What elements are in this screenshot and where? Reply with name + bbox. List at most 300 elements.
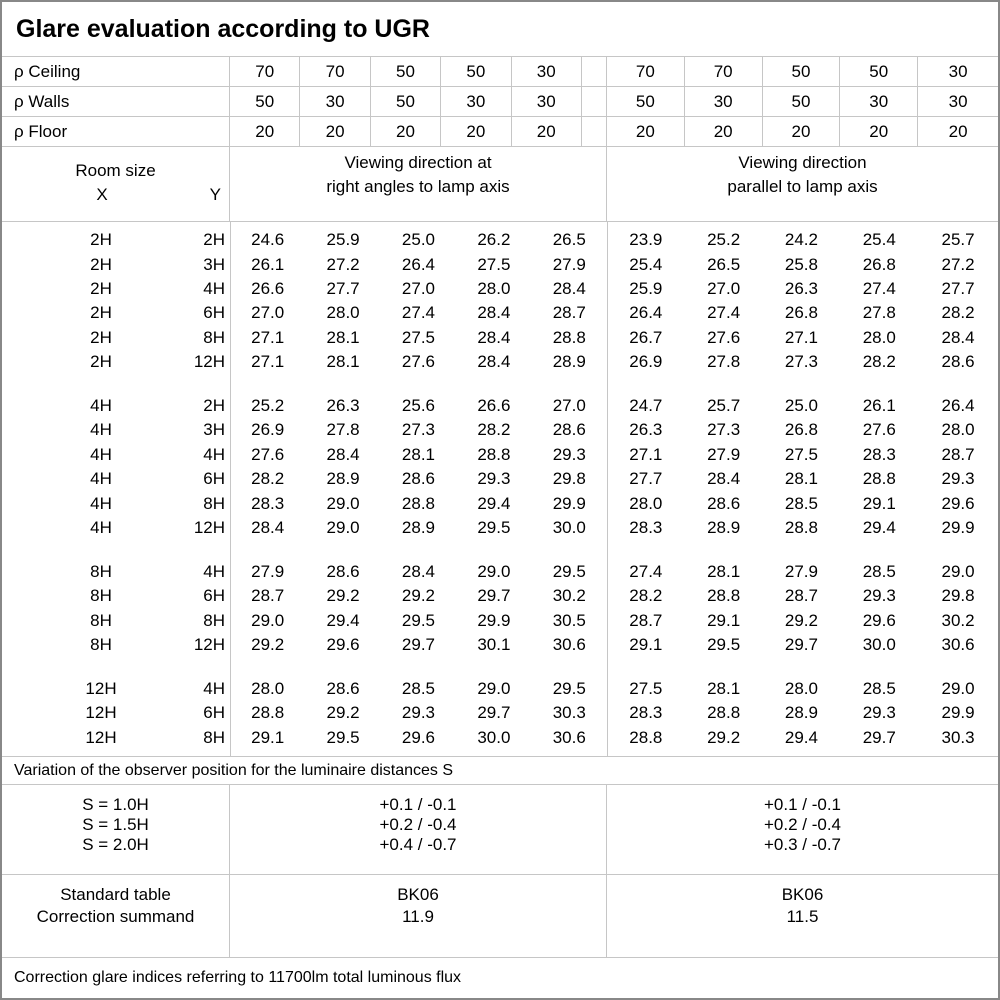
ugr-value-crosswise: 28.8 bbox=[251, 703, 285, 723]
ugr-value-parallel: 26.1 bbox=[862, 396, 896, 416]
room-size-y: 8H bbox=[203, 493, 225, 513]
reflectance-label: ρ Floor bbox=[2, 117, 230, 146]
ugr-value-parallel: 23.9 bbox=[629, 230, 663, 250]
ugr-value-parallel: 25.9 bbox=[629, 278, 663, 298]
ugr-row bbox=[2, 252, 998, 276]
reflectance-value: 50 bbox=[763, 57, 841, 86]
room-size-y: 2H bbox=[203, 396, 225, 416]
room-size-y: 2H bbox=[203, 230, 225, 250]
ugr-value-parallel: 28.2 bbox=[862, 352, 896, 372]
ugr-value-parallel: 27.8 bbox=[862, 303, 896, 323]
ugr-value-crosswise: 26.2 bbox=[477, 230, 511, 250]
ugr-value-parallel: 28.2 bbox=[941, 303, 975, 323]
ugr-value-crosswise: 28.6 bbox=[326, 678, 360, 698]
ugr-value-crosswise: 27.9 bbox=[552, 254, 586, 274]
ugr-values-region bbox=[2, 222, 998, 757]
ugr-value-crosswise: 26.9 bbox=[251, 420, 285, 440]
ugr-value-parallel: 28.1 bbox=[784, 469, 818, 489]
ugr-value-crosswise: 30.0 bbox=[552, 517, 586, 537]
standard-table-labels-cell bbox=[2, 875, 230, 957]
ugr-value-crosswise: 29.0 bbox=[326, 493, 360, 513]
ugr-row bbox=[2, 491, 998, 515]
ugr-value-parallel: 27.7 bbox=[629, 469, 663, 489]
standard-parallel-value: BK06 bbox=[781, 885, 824, 904]
s-distance-label: S = 1.5H bbox=[82, 815, 149, 834]
ugr-value-crosswise: 30.6 bbox=[552, 635, 586, 655]
ugr-value-parallel: 27.1 bbox=[629, 444, 663, 464]
ugr-value-crosswise: 28.4 bbox=[326, 444, 360, 464]
room-size-y: 6H bbox=[203, 303, 225, 323]
column-spacer bbox=[582, 87, 607, 116]
ugr-value-parallel: 30.2 bbox=[941, 610, 975, 630]
ugr-value-parallel: 28.3 bbox=[629, 703, 663, 723]
ugr-value-parallel: 25.8 bbox=[784, 254, 818, 274]
reflectance-value: 50 bbox=[763, 87, 841, 116]
ugr-value-crosswise: 29.5 bbox=[401, 610, 436, 630]
ugr-value-parallel: 28.7 bbox=[784, 586, 818, 606]
ugr-value-parallel: 28.8 bbox=[707, 703, 741, 723]
s-variation-crosswise-value: +0.1 / -0.1 bbox=[379, 795, 457, 814]
room-size-x: 2H bbox=[90, 327, 112, 347]
ugr-value-crosswise: 29.2 bbox=[326, 586, 360, 606]
ugr-value-crosswise: 27.5 bbox=[477, 254, 511, 274]
room-size-header-cell bbox=[2, 147, 230, 221]
s-distance-label: S = 2.0H bbox=[82, 835, 149, 854]
ugr-value-parallel: 28.8 bbox=[862, 469, 896, 489]
ugr-value-parallel: 28.7 bbox=[629, 610, 663, 630]
reflectance-value: 50 bbox=[607, 87, 685, 116]
ugr-value-crosswise: 29.8 bbox=[552, 469, 586, 489]
luminous-flux-note: Correction glare indices referring to 11700lm total luminous flux bbox=[14, 969, 462, 986]
room-size-y: 8H bbox=[203, 727, 225, 747]
ugr-value-crosswise: 30.3 bbox=[552, 703, 586, 723]
ugr-value-crosswise: 27.7 bbox=[326, 278, 360, 298]
ugr-value-crosswise: 29.1 bbox=[251, 727, 285, 747]
room-size-y: 12H bbox=[193, 517, 225, 537]
room-size-x: 4H bbox=[90, 396, 112, 416]
s-variation-crosswise-value: +0.4 / -0.7 bbox=[379, 835, 457, 854]
ugr-value-parallel: 29.6 bbox=[862, 610, 896, 630]
ugr-row bbox=[2, 608, 998, 632]
ugr-value-crosswise: 28.2 bbox=[477, 420, 511, 440]
column-spacer bbox=[582, 57, 607, 86]
ugr-value-parallel: 25.4 bbox=[862, 230, 896, 250]
ugr-value-crosswise: 28.6 bbox=[401, 469, 436, 489]
ugr-value-crosswise: 28.9 bbox=[401, 517, 436, 537]
ugr-value-crosswise: 30.1 bbox=[477, 635, 511, 655]
reflectance-value: 20 bbox=[371, 117, 441, 146]
ugr-value-crosswise: 28.6 bbox=[552, 420, 586, 440]
ugr-value-parallel: 26.8 bbox=[784, 420, 818, 440]
ugr-value-crosswise: 29.2 bbox=[326, 703, 360, 723]
ugr-value-crosswise: 29.0 bbox=[251, 610, 285, 630]
ugr-row bbox=[2, 326, 998, 350]
ugr-value-parallel: 26.3 bbox=[784, 278, 818, 298]
ugr-value-parallel: 25.0 bbox=[784, 396, 818, 416]
ugr-value-parallel: 27.4 bbox=[629, 561, 663, 581]
reflectance-value: 20 bbox=[763, 117, 841, 146]
ugr-row bbox=[2, 301, 998, 325]
room-size-y: 6H bbox=[203, 586, 225, 606]
ugr-value-parallel: 29.8 bbox=[941, 586, 975, 606]
room-size-x: 8H bbox=[90, 586, 112, 606]
reflectance-value: 50 bbox=[371, 57, 441, 86]
reflectance-row bbox=[2, 117, 998, 147]
reflectance-value: 20 bbox=[948, 121, 968, 141]
ugr-value-parallel: 28.3 bbox=[862, 444, 896, 464]
ugr-value-parallel: 27.9 bbox=[707, 444, 741, 464]
s-variation-parallel-value: +0.3 / -0.7 bbox=[763, 835, 842, 854]
ugr-value-crosswise: 29.2 bbox=[401, 586, 436, 606]
ugr-value-crosswise: 28.8 bbox=[477, 444, 511, 464]
viewing-direction-parallel-header bbox=[607, 147, 998, 221]
ugr-value-crosswise: 27.0 bbox=[552, 396, 586, 416]
ugr-value-parallel: 28.6 bbox=[707, 493, 741, 513]
room-size-x: 2H bbox=[90, 352, 112, 372]
s-variation-parallel-value: +0.2 / -0.4 bbox=[763, 815, 842, 834]
ugr-value-parallel: 27.1 bbox=[784, 327, 818, 347]
s-variation-parallel-value: +0.1 / -0.1 bbox=[763, 795, 842, 814]
ugr-value-parallel: 29.0 bbox=[941, 678, 975, 698]
room-size-x: 8H bbox=[90, 561, 112, 581]
standard-crosswise-value: BK06 bbox=[397, 885, 439, 904]
ugr-value-parallel: 27.8 bbox=[707, 352, 741, 372]
ugr-value-parallel: 29.1 bbox=[629, 635, 663, 655]
s-distance-labels-cell bbox=[2, 785, 230, 874]
ugr-value-parallel: 27.0 bbox=[707, 278, 741, 298]
ugr-value-crosswise: 26.3 bbox=[326, 396, 360, 416]
room-size-x: 4H bbox=[90, 420, 112, 440]
ugr-value-crosswise: 29.7 bbox=[477, 703, 511, 723]
ugr-value-crosswise: 28.9 bbox=[552, 352, 586, 372]
ugr-value-parallel: 29.2 bbox=[784, 610, 818, 630]
ugr-value-crosswise: 28.7 bbox=[251, 586, 285, 606]
ugr-value-crosswise: 25.6 bbox=[401, 396, 436, 416]
ugr-value-crosswise: 29.7 bbox=[477, 586, 511, 606]
ugr-row bbox=[2, 443, 998, 467]
reflectance-value: 30 bbox=[512, 87, 582, 116]
room-size-x: 2H bbox=[90, 303, 112, 323]
room-size-y: 12H bbox=[193, 352, 225, 372]
reflectance-label: ρ Walls bbox=[2, 87, 230, 116]
ugr-value-crosswise: 25.2 bbox=[251, 396, 285, 416]
ugr-value-parallel: 28.8 bbox=[707, 586, 741, 606]
ugr-value-crosswise: 27.4 bbox=[401, 303, 436, 323]
ugr-value-crosswise: 27.3 bbox=[401, 420, 436, 440]
standard-table-crosswise-cell bbox=[230, 875, 607, 957]
ugr-value-crosswise: 29.9 bbox=[477, 610, 511, 630]
vertical-grid-line bbox=[607, 222, 608, 756]
ugr-value-parallel: 27.5 bbox=[784, 444, 818, 464]
ugr-value-crosswise: 28.2 bbox=[251, 469, 285, 489]
room-size-x: 4H bbox=[90, 444, 112, 464]
ugr-row-group bbox=[2, 677, 998, 750]
room-size-y: 3H bbox=[203, 254, 225, 274]
ugr-row-group bbox=[2, 228, 998, 374]
ugr-value-crosswise: 27.2 bbox=[326, 254, 360, 274]
viewing-direction-parallel-line2: parallel to lamp axis bbox=[727, 177, 878, 196]
ugr-value-parallel: 29.0 bbox=[941, 561, 975, 581]
ugr-value-crosswise: 28.0 bbox=[251, 678, 285, 698]
ugr-value-crosswise: 28.4 bbox=[477, 303, 511, 323]
ugr-value-parallel: 28.9 bbox=[707, 517, 741, 537]
reflectance-value: 20 bbox=[230, 117, 300, 146]
room-size-y: 3H bbox=[203, 420, 225, 440]
s-variation-crosswise-cell bbox=[230, 785, 607, 874]
ugr-value-parallel: 29.2 bbox=[707, 727, 741, 747]
ugr-value-crosswise: 26.6 bbox=[251, 278, 285, 298]
ugr-value-parallel: 27.4 bbox=[862, 278, 896, 298]
ugr-value-crosswise: 29.2 bbox=[251, 635, 285, 655]
ugr-value-crosswise: 29.9 bbox=[552, 493, 586, 513]
ugr-value-crosswise: 27.0 bbox=[251, 303, 285, 323]
room-size-x: 12H bbox=[85, 703, 117, 723]
ugr-value-parallel: 26.8 bbox=[784, 303, 818, 323]
ugr-value-crosswise: 28.4 bbox=[477, 352, 511, 372]
room-size-y: 4H bbox=[203, 444, 225, 464]
table-header-row bbox=[2, 147, 998, 222]
ugr-value-crosswise: 29.4 bbox=[326, 610, 360, 630]
ugr-value-crosswise: 25.9 bbox=[326, 230, 360, 250]
ugr-value-crosswise: 26.5 bbox=[552, 230, 586, 250]
room-size-x: 2H bbox=[90, 254, 112, 274]
room-size-x: 4H bbox=[90, 469, 112, 489]
viewing-direction-crosswise-header bbox=[230, 147, 607, 221]
reflectance-value: 30 bbox=[441, 87, 511, 116]
ugr-value-crosswise: 29.0 bbox=[326, 517, 360, 537]
ugr-value-crosswise: 26.6 bbox=[477, 396, 511, 416]
reflectance-value: 20 bbox=[840, 117, 918, 146]
ugr-value-parallel: 26.4 bbox=[629, 303, 663, 323]
reflectance-value: 20 bbox=[685, 117, 763, 146]
ugr-value-crosswise: 30.5 bbox=[552, 610, 586, 630]
reflectance-value: 30 bbox=[948, 91, 968, 111]
reflectance-value: 50 bbox=[371, 87, 441, 116]
ugr-value-parallel: 26.4 bbox=[941, 396, 975, 416]
ugr-value-crosswise: 29.5 bbox=[326, 727, 360, 747]
ugr-row-group bbox=[2, 560, 998, 658]
ugr-value-parallel: 27.3 bbox=[707, 420, 741, 440]
ugr-value-crosswise: 28.4 bbox=[251, 517, 285, 537]
reflectance-value: 30 bbox=[685, 87, 763, 116]
viewing-direction-parallel-line1: Viewing direction bbox=[738, 153, 867, 172]
ugr-value-crosswise: 28.4 bbox=[477, 327, 511, 347]
standard-table-block bbox=[2, 875, 998, 958]
ugr-value-crosswise: 27.6 bbox=[251, 444, 285, 464]
ugr-value-crosswise: 29.3 bbox=[477, 469, 511, 489]
reflectance-value: 20 bbox=[607, 117, 685, 146]
room-size-y: 12H bbox=[193, 635, 225, 655]
s-variation-parallel-cell bbox=[607, 785, 998, 874]
viewing-direction-crosswise-line2: right angles to lamp axis bbox=[326, 177, 510, 196]
ugr-value-parallel: 29.3 bbox=[862, 703, 896, 723]
reflectance-value: 30 bbox=[948, 61, 968, 81]
ugr-row bbox=[2, 350, 998, 374]
ugr-value-crosswise: 28.0 bbox=[326, 303, 360, 323]
ugr-value-parallel: 27.2 bbox=[941, 254, 975, 274]
ugr-value-crosswise: 28.1 bbox=[326, 327, 360, 347]
ugr-value-parallel: 28.1 bbox=[707, 678, 741, 698]
ugr-value-crosswise: 29.3 bbox=[552, 444, 586, 464]
ugr-value-parallel: 28.0 bbox=[629, 493, 663, 513]
ugr-value-parallel: 26.3 bbox=[629, 420, 663, 440]
ugr-value-parallel: 29.6 bbox=[941, 493, 975, 513]
ugr-value-parallel: 29.7 bbox=[784, 635, 818, 655]
ugr-value-parallel: 28.9 bbox=[784, 703, 818, 723]
standard-table-parallel-cell bbox=[607, 875, 998, 957]
ugr-value-crosswise: 27.1 bbox=[251, 327, 285, 347]
reflectance-value: 50 bbox=[840, 57, 918, 86]
ugr-value-parallel: 25.7 bbox=[707, 396, 741, 416]
ugr-value-crosswise: 29.3 bbox=[401, 703, 436, 723]
ugr-value-crosswise: 29.0 bbox=[477, 678, 511, 698]
y-column-header: Y bbox=[209, 185, 221, 204]
ugr-value-parallel: 29.7 bbox=[862, 727, 896, 747]
ugr-value-crosswise: 28.4 bbox=[552, 278, 586, 298]
reflectance-label: ρ Ceiling bbox=[2, 57, 230, 86]
ugr-value-parallel: 28.0 bbox=[784, 678, 818, 698]
ugr-value-parallel: 26.9 bbox=[629, 352, 663, 372]
ugr-row bbox=[2, 516, 998, 540]
reflectance-value: 50 bbox=[441, 57, 511, 86]
ugr-value-crosswise: 27.1 bbox=[251, 352, 285, 372]
ugr-value-crosswise: 24.6 bbox=[251, 230, 285, 250]
room-size-x: 8H bbox=[90, 635, 112, 655]
ugr-value-crosswise: 28.7 bbox=[552, 303, 586, 323]
ugr-value-parallel: 30.0 bbox=[862, 635, 896, 655]
ugr-value-crosswise: 27.6 bbox=[401, 352, 436, 372]
luminaire-distance-block bbox=[2, 785, 998, 875]
reflectance-value: 30 bbox=[840, 87, 918, 116]
ugr-value-parallel: 28.5 bbox=[862, 561, 896, 581]
ugr-value-parallel: 26.8 bbox=[862, 254, 896, 274]
x-column-header: X bbox=[96, 185, 108, 204]
ugr-row bbox=[2, 633, 998, 657]
ugr-value-parallel: 28.8 bbox=[629, 727, 663, 747]
ugr-value-crosswise: 28.3 bbox=[251, 493, 285, 513]
column-spacer bbox=[582, 117, 607, 146]
ugr-value-crosswise: 28.8 bbox=[552, 327, 586, 347]
ugr-value-parallel: 25.4 bbox=[629, 254, 663, 274]
ugr-value-parallel: 26.7 bbox=[629, 327, 663, 347]
reflectance-row bbox=[2, 57, 998, 87]
ugr-value-crosswise: 26.1 bbox=[251, 254, 285, 274]
ugr-row bbox=[2, 726, 998, 750]
ugr-value-crosswise: 30.0 bbox=[477, 727, 511, 747]
standard-row-label: Correction summand bbox=[36, 907, 195, 926]
ugr-value-parallel: 27.6 bbox=[707, 327, 741, 347]
reflectance-value: 70 bbox=[685, 57, 763, 86]
ugr-value-parallel: 26.5 bbox=[707, 254, 741, 274]
reflectance-value: 70 bbox=[300, 57, 370, 86]
ugr-value-parallel: 29.9 bbox=[941, 517, 975, 537]
reflectance-value: 30 bbox=[512, 57, 582, 86]
ugr-value-crosswise: 28.4 bbox=[401, 561, 436, 581]
ugr-value-parallel: 24.2 bbox=[784, 230, 818, 250]
ugr-value-parallel: 29.1 bbox=[707, 610, 741, 630]
ugr-value-crosswise: 26.4 bbox=[401, 254, 436, 274]
room-size-y: 6H bbox=[203, 469, 225, 489]
room-size-label: Room size bbox=[75, 161, 156, 180]
ugr-value-parallel: 27.5 bbox=[629, 678, 663, 698]
ugr-value-parallel: 28.6 bbox=[941, 352, 975, 372]
ugr-value-crosswise: 29.5 bbox=[552, 561, 586, 581]
ugr-row bbox=[2, 584, 998, 608]
ugr-row bbox=[2, 277, 998, 301]
ugr-value-crosswise: 27.9 bbox=[251, 561, 285, 581]
room-size-y: 6H bbox=[203, 703, 225, 723]
ugr-value-parallel: 28.1 bbox=[707, 561, 741, 581]
ugr-value-crosswise: 27.0 bbox=[401, 278, 436, 298]
ugr-value-crosswise: 27.5 bbox=[401, 327, 436, 347]
viewing-direction-crosswise-line1: Viewing direction at bbox=[344, 153, 492, 172]
ugr-value-crosswise: 29.6 bbox=[401, 727, 436, 747]
room-size-x: 4H bbox=[90, 517, 112, 537]
ugr-value-crosswise: 30.2 bbox=[552, 586, 586, 606]
ugr-value-crosswise: 28.8 bbox=[401, 493, 436, 513]
standard-crosswise-value: 11.9 bbox=[402, 907, 434, 926]
room-size-y: 4H bbox=[203, 278, 225, 298]
ugr-value-parallel: 29.4 bbox=[784, 727, 818, 747]
s-variation-crosswise-value: +0.2 / -0.4 bbox=[379, 815, 457, 834]
ugr-row bbox=[2, 467, 998, 491]
ugr-value-parallel: 28.5 bbox=[784, 493, 818, 513]
reflectance-value: 20 bbox=[441, 117, 511, 146]
vertical-grid-line bbox=[230, 222, 231, 756]
ugr-value-parallel: 24.7 bbox=[629, 396, 663, 416]
ugr-value-parallel: 29.4 bbox=[862, 517, 896, 537]
ugr-value-parallel: 28.5 bbox=[862, 678, 896, 698]
ugr-value-parallel: 27.6 bbox=[862, 420, 896, 440]
ugr-value-parallel: 28.0 bbox=[862, 327, 896, 347]
room-size-x: 2H bbox=[90, 230, 112, 250]
ugr-value-crosswise: 28.5 bbox=[401, 678, 436, 698]
ugr-value-parallel: 28.0 bbox=[941, 420, 975, 440]
room-size-x: 4H bbox=[90, 493, 112, 513]
ugr-row bbox=[2, 418, 998, 442]
ugr-value-crosswise: 29.6 bbox=[326, 635, 360, 655]
ugr-value-crosswise: 29.5 bbox=[477, 517, 511, 537]
ugr-value-crosswise: 29.4 bbox=[477, 493, 511, 513]
reflectance-row bbox=[2, 87, 998, 117]
ugr-row bbox=[2, 701, 998, 725]
ugr-value-parallel: 27.4 bbox=[707, 303, 741, 323]
ugr-value-parallel: 30.3 bbox=[941, 727, 975, 747]
ugr-value-crosswise: 28.6 bbox=[326, 561, 360, 581]
ugr-value-parallel: 29.5 bbox=[707, 635, 741, 655]
ugr-value-parallel: 28.3 bbox=[629, 517, 663, 537]
ugr-value-parallel: 28.4 bbox=[707, 469, 741, 489]
ugr-row bbox=[2, 560, 998, 584]
ugr-value-crosswise: 28.0 bbox=[477, 278, 511, 298]
ugr-value-parallel: 27.3 bbox=[784, 352, 818, 372]
room-size-y: 4H bbox=[203, 678, 225, 698]
ugr-value-parallel: 28.2 bbox=[629, 586, 663, 606]
ugr-value-crosswise: 25.0 bbox=[401, 230, 436, 250]
reflectance-value: 70 bbox=[230, 57, 300, 86]
ugr-value-parallel: 25.7 bbox=[941, 230, 975, 250]
ugr-row-group bbox=[2, 394, 998, 540]
standard-row-label: Standard table bbox=[60, 885, 171, 904]
reflectance-value: 70 bbox=[607, 57, 685, 86]
room-size-x: 12H bbox=[85, 727, 117, 747]
reflectance-value: 50 bbox=[230, 87, 300, 116]
ugr-value-parallel: 30.6 bbox=[941, 635, 975, 655]
reflectance-section bbox=[2, 57, 998, 147]
ugr-row bbox=[2, 228, 998, 252]
ugr-value-parallel: 28.7 bbox=[941, 444, 975, 464]
room-size-y: 4H bbox=[203, 561, 225, 581]
